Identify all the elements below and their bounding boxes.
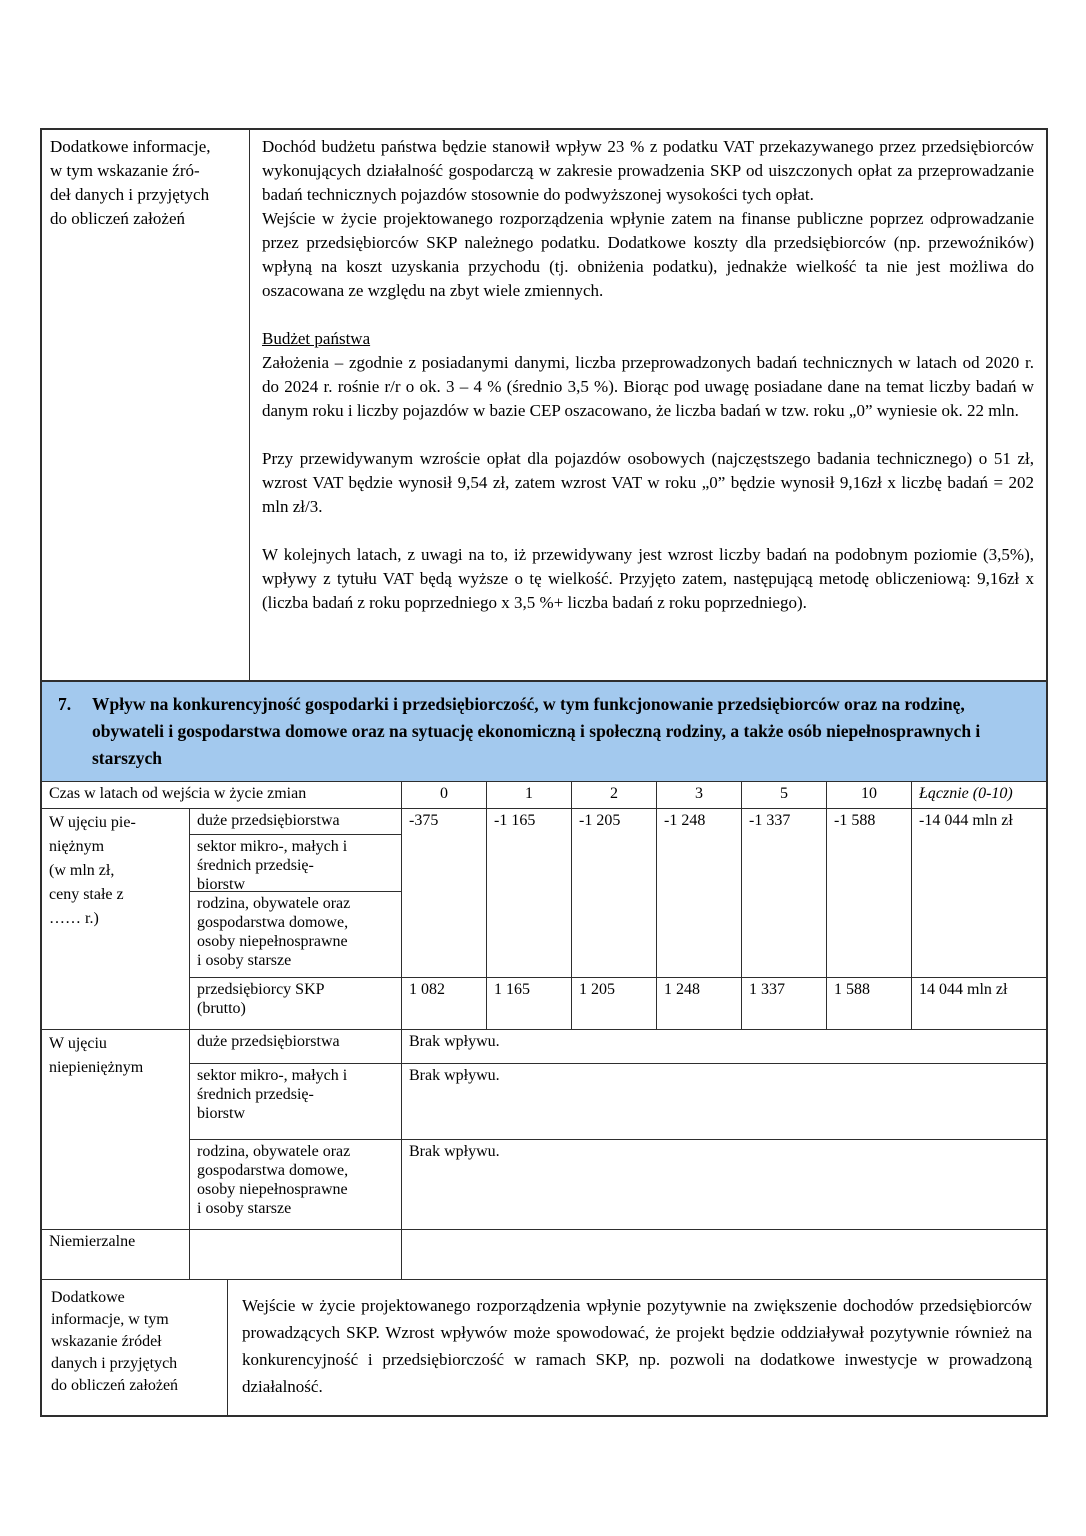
nonmonetary-section-label [42, 1030, 190, 1230]
family-label-line: i osoby starsze [197, 952, 292, 969]
budget-paragraph-2: Przy przewidywanym wzroście opłat dla pojazdów osobowych (najczęstszego badania technicznego) o 51 zł, wzrost VAT będzie wynosił 9,54 zł, zatem wzrost VAT w roku „0” będzie wynosił 9,16zł x liczbę badań = 202 mln zł/3. [262, 449, 1034, 516]
family-label-line: rodzina, obywatele oraz [197, 895, 351, 912]
top-info-content [250, 130, 1046, 680]
family-label-line: gospodarstwa domowe, [197, 914, 349, 931]
bottom-info-label [42, 1280, 228, 1415]
row-family-label [190, 892, 402, 978]
bottom-info-label-line: informacje, w tym [51, 1311, 169, 1328]
year-col-header-0: 0 [402, 782, 487, 809]
year-col-header-5: 5 [742, 782, 827, 809]
large-value-year2: -1 205 [572, 809, 657, 978]
vat-paragraph-1: Dochód budżetu państwa będzie stanowił wpływ 23 % z podatku VAT przekazywanego przez przedsiębiorców wykonujących działalność gospodarczą w zakresie prowadzenia SKP od uiszczonych opłat za przeprowadzanie badań technicznych pojazdów stosownie do podwyższonej wysokości tych opłat. [262, 137, 1034, 204]
section7-title: Wpływ na konkurencyjność gospodarki i przedsiębiorczość, w tym funkcjonowanie przedsiębiorców oraz na rodzinę, obywateli i gospodarstwa domowe oraz na sytuację ekonomiczną i społeczną rodziny, a także osób niepełnosprawnych i starszych [92, 694, 981, 768]
large-value-year10: -1 588 [827, 809, 912, 978]
row-large-enterprises-label: duże przedsiębiorstwa [190, 809, 402, 835]
blank-line [262, 303, 1034, 327]
monetary-label-line: niężnym [49, 838, 105, 855]
top-info-label-line: Dodatkowe informacje, [50, 137, 211, 156]
monetary-label-line: (w mln zł, [49, 862, 115, 879]
family-label-line: osoby niepełnosprawne [197, 1181, 348, 1198]
top-info-label [42, 130, 250, 680]
large-value-total: -14 044 mln zł [912, 809, 1046, 978]
time-header-cell: Czas w latach od wejścia w życie zmian [42, 782, 402, 809]
row-skp-label [190, 978, 402, 1030]
skp-value-year0: 1 082 [402, 978, 487, 1030]
monetary-label-line: ceny stałe z [49, 886, 124, 903]
budget-paragraph-1: Założenia – zgodnie z posiadanymi danymi, liczba przeprowadzonych badań technicznych w latach od 2020 r. do 2024 r. rośnie r/r o ok. 3 – 4 % (średnio 3,5 %). Biorąc pod uwagę posiadane dane na temat liczby badań w danym roku i liczby pojazdów w bazie CEP oszacowano, że liczba badań w tzw. roku „0” wyniesie ok. 22 mln. [262, 353, 1034, 420]
row-family-label [190, 1140, 402, 1230]
osr-form-table [40, 128, 1048, 1417]
year-col-header-3: 3 [657, 782, 742, 809]
bottom-info-label-line: danych i przyjętych [51, 1355, 178, 1372]
row-large-enterprises-label: duże przedsiębiorstwa [190, 1030, 402, 1064]
family-label-line: osoby niepełnosprawne [197, 933, 348, 950]
sme-label-line: biorstw [197, 1105, 245, 1122]
bottom-info-label-line: Dodatkowe [51, 1289, 125, 1306]
nonmonetary-label-line: niepieniężnym [49, 1059, 144, 1076]
top-info-row [42, 130, 1046, 682]
monetary-section-label [42, 809, 190, 1030]
top-info-label-line: do obliczeń założeń [50, 209, 185, 228]
immeasurable-label: Niemierzalne [42, 1230, 190, 1280]
section7-number: 7. [58, 694, 72, 714]
sme-label-line: średnich przedsię- [197, 857, 314, 874]
sme-label-line: sektor mikro-, małych i [197, 838, 348, 855]
skp-value-year2: 1 205 [572, 978, 657, 1030]
no-impact-family-cell: Brak wpływu. [402, 1140, 1046, 1230]
monetary-label-line: W ujęciu pie- [49, 814, 136, 831]
bottom-info-label-line: wskazanie źródeł [51, 1333, 162, 1350]
section7-header [42, 682, 1046, 782]
large-value-year0: -375 [402, 809, 487, 978]
family-label-line: gospodarstwa domowe, [197, 1162, 349, 1179]
year-col-header-10: 10 [827, 782, 912, 809]
budget-paragraph-3: W kolejnych latach, z uwagi na to, iż przewidywany jest wzrost liczby badań na podobnym poziomie (3,5%), wpływy z tytułu VAT będą wyższe o tę wielkość. Przyjęto zatem, następującą metodę obliczeniową: 9,16zł x (liczba badań z roku poprzedniego x 3,5 %+ liczba badań z roku poprzedniego). [262, 545, 1034, 612]
family-label-line: rodzina, obywatele oraz [197, 1143, 351, 1160]
bottom-info-label-line: do obliczeń założeń [51, 1377, 179, 1394]
monetary-label-line: …… r.) [49, 910, 99, 927]
large-value-year1: -1 165 [487, 809, 572, 978]
family-label-line: i osoby starsze [197, 1200, 292, 1217]
blank-line [262, 519, 1034, 543]
year-col-header-2: 2 [572, 782, 657, 809]
bottom-info-text: Wejście w życie projektowanego rozporządzenia wpłynie pozytywnie na zwiększenie dochodów przedsiębiorców prowadzących SKP. Wzrost wpływów może spowodować, że projekt będzie oddziaływał pozytywnie również na konkurencyjność i przedsiębiorczość w ramach SKP, np. pozwoli na dodatkowe inwestycje w prowadzoną działalność. [242, 1296, 1032, 1396]
large-value-year5: -1 337 [742, 809, 827, 978]
skp-value-total: 14 044 mln zł [912, 978, 1046, 1030]
sme-label-line: sektor mikro-, małych i [197, 1067, 348, 1084]
row-sme-label [190, 1064, 402, 1140]
sme-label-line: średnich przedsię- [197, 1086, 314, 1103]
skp-label-line: przedsiębiorcy SKP [197, 981, 325, 998]
bottom-info-row [42, 1280, 1046, 1415]
immeasurable-value-empty-cell [402, 1230, 1046, 1280]
vat-paragraph-2: Wejście w życie projektowanego rozporządzenia wpłynie zatem na finanse publiczne poprzez odprowadzanie przez przedsiębiorców SKP należnego podatku. Dodatkowe koszty dla przedsiębiorców (np. przewoźników) wpłyną na koszt uzyskania przychodu (tj. obniżenia podatku), jednakże wielkość ta nie jest możliwa do oszacowana ze względu na zbyt wiele zmiennych. [262, 209, 1034, 300]
skp-label-line: (brutto) [197, 1000, 246, 1017]
blank-line [262, 423, 1034, 447]
nonmonetary-label-line: W ujęciu [49, 1035, 107, 1052]
large-value-year3: -1 248 [657, 809, 742, 978]
top-info-label-line: deł danych i przyjętych [50, 185, 210, 204]
skp-value-year1: 1 165 [487, 978, 572, 1030]
budget-heading: Budżet państwa [262, 329, 371, 348]
skp-value-year5: 1 337 [742, 978, 827, 1030]
skp-value-year3: 1 248 [657, 978, 742, 1030]
impact-table [42, 782, 1046, 1280]
sme-label-line: biorstw [197, 876, 245, 892]
immeasurable-middle-empty-cell [190, 1230, 402, 1280]
skp-value-year10: 1 588 [827, 978, 912, 1030]
no-impact-large-cell: Brak wpływu. [402, 1030, 1046, 1064]
top-info-label-line: w tym wskazanie źró- [50, 161, 200, 180]
no-impact-sme-cell: Brak wpływu. [402, 1064, 1046, 1140]
row-sme-label [190, 835, 402, 892]
year-col-header-1: 1 [487, 782, 572, 809]
total-col-header: Łącznie (0-10) [912, 782, 1046, 809]
